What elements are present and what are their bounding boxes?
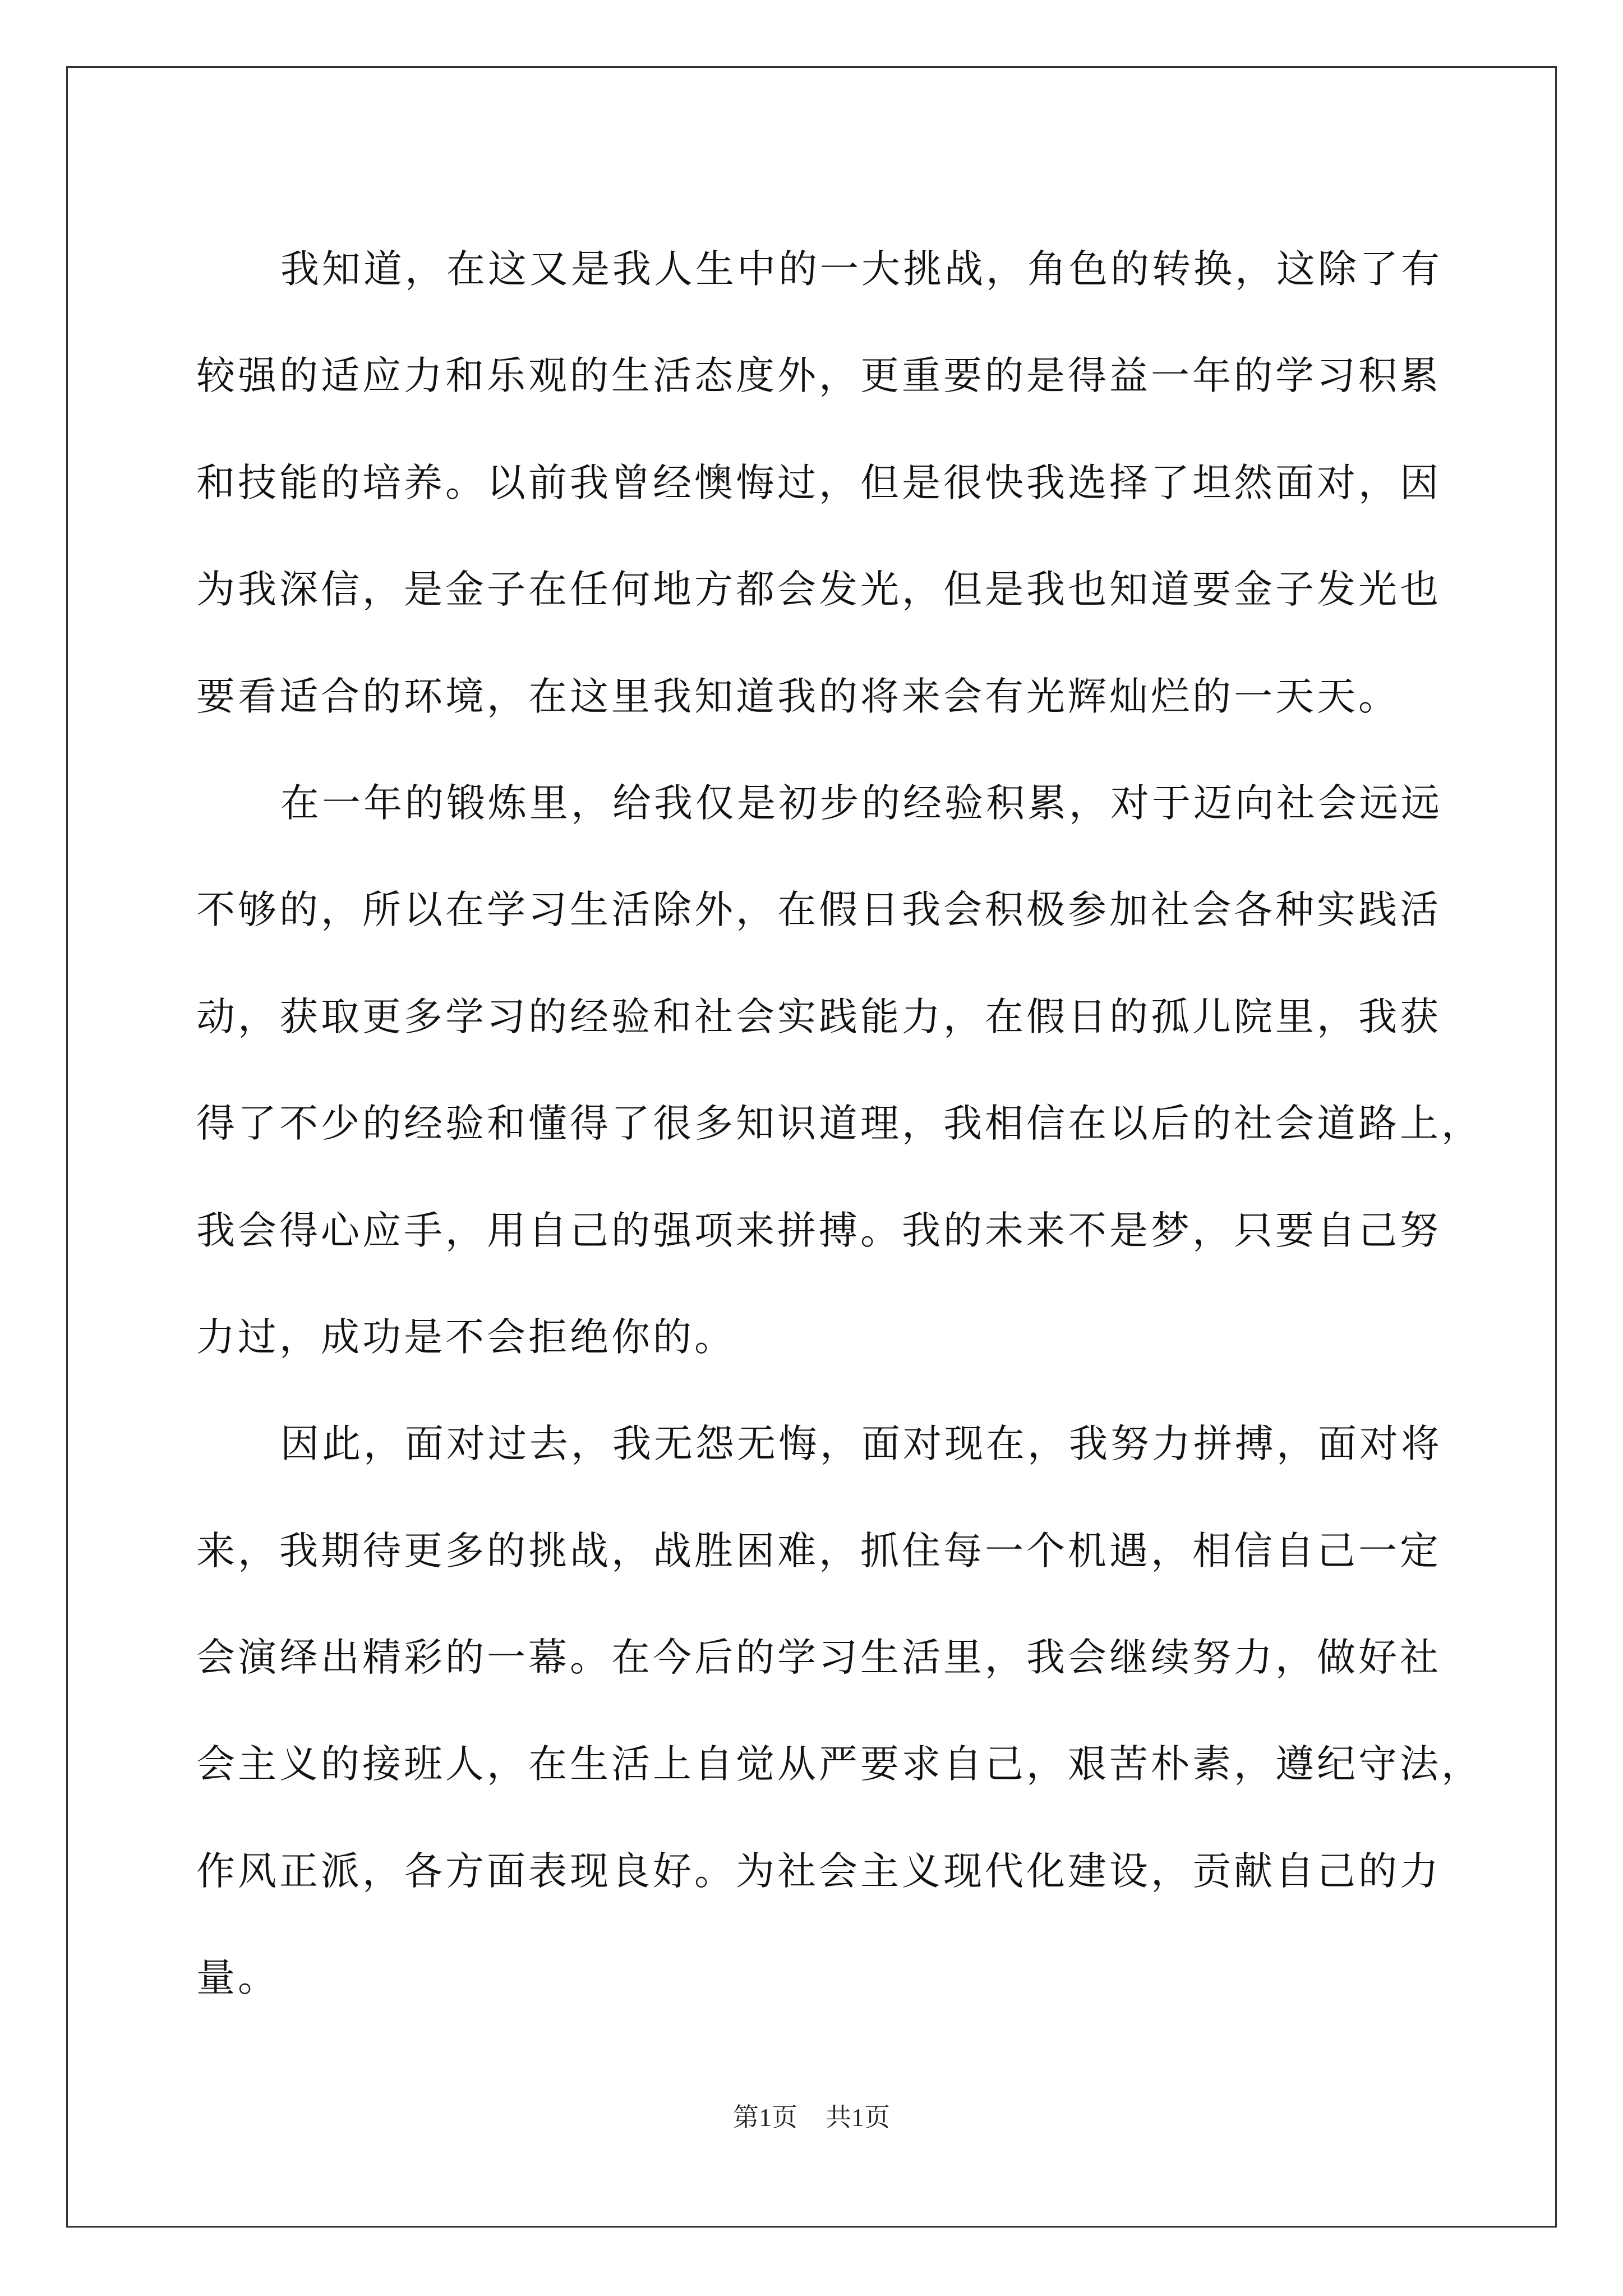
paragraph-3-line-1: 因此，面对过去，我无怨无悔，面对现在，我努力拼搏，面对将 (280, 1421, 1442, 1467)
paragraph-3-line-2: 来，我期待更多的挑战，战胜困难，抓住每一个机遇，相信自己一定 (196, 1528, 1441, 1573)
paragraph-1-line-5: 要看适合的环境，在这里我知道我的将来会有光辉灿烂的一天天。 (196, 674, 1400, 719)
page-number-current: 第1页 (733, 2103, 797, 2132)
paragraph-2-line-2: 不够的，所以在学习生活除外，在假日我会积极参加社会各种实践活 (196, 887, 1441, 933)
paragraph-2-line-3: 动，获取更多学习的经验和社会实践能力，在假日的孤儿院里，我获 (196, 994, 1441, 1039)
paragraph-1-line-1: 我知道，在这又是我人生中的一大挑战，角色的转换，这除了有 (280, 247, 1442, 292)
paragraph-2-line-4: 得了不少的经验和懂得了很多知识道理，我相信在以后的社会道路上， (196, 1101, 1483, 1147)
paragraph-3-line-6: 量。 (196, 1955, 279, 2001)
paragraph-3-line-5: 作风正派，各方面表现良好。为社会主义现代化建设，贡献自己的力 (196, 1848, 1441, 1894)
paragraph-2-line-6: 力过，成功是不会拒绝你的。 (196, 1314, 736, 1360)
paragraph-1-line-2: 较强的适应力和乐观的生活态度外，更重要的是得益一年的学习积累 (196, 353, 1441, 399)
document-body (196, 216, 1483, 2032)
page-number-total: 共1页 (826, 2103, 890, 2132)
paragraph-2-line-1: 在一年的锻炼里，给我仅是初步的经验积累，对于迈向社会远远 (280, 780, 1442, 826)
page-footer (0, 2101, 1623, 2134)
paragraph-2-line-5: 我会得心应手，用自己的强项来拼搏。我的未来不是梦，只要自己努 (196, 1208, 1441, 1253)
paragraph-1-line-3: 和技能的培养。以前我曾经懊悔过，但是很快我选择了坦然面对，因 (196, 460, 1441, 505)
paragraph-3-line-4: 会主义的接班人，在生活上自觉从严要求自己，艰苦朴素，遵纪守法， (196, 1742, 1483, 1787)
paragraph-1-line-4: 为我深信，是金子在任何地方都会发光，但是我也知道要金子发光也 (196, 567, 1441, 613)
paragraph-3-line-3: 会演绎出精彩的一幕。在今后的学习生活里，我会继续努力，做好社 (196, 1635, 1441, 1681)
